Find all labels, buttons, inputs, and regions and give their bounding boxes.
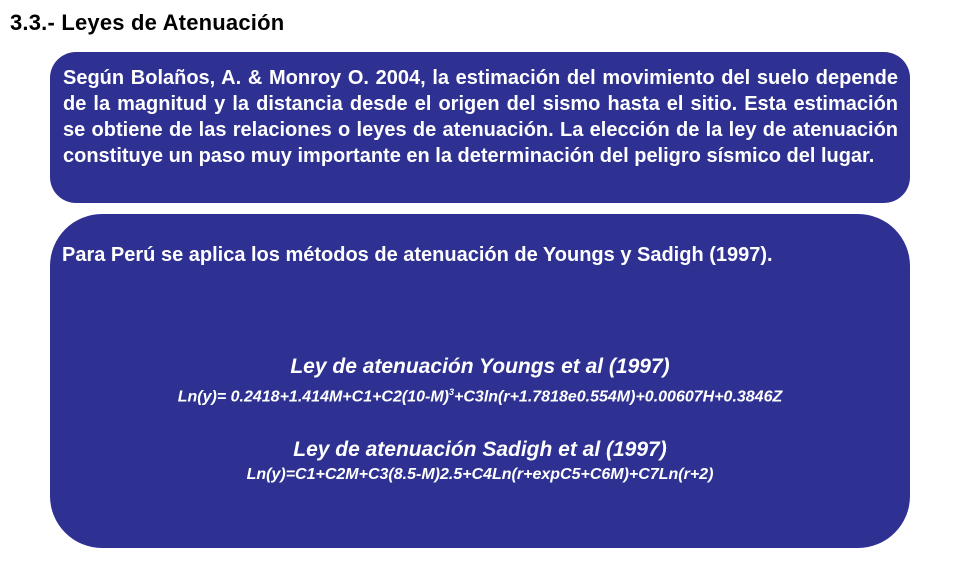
intro-paragraph: Según Bolaños, A. & Monroy O. 2004, la estimación del movimiento del suelo depende de la magnitud y la distancia desde el origen del sismo hasta el sitio. Esta estimación se obtiene de las relaciones o leyes de atenuación. La elección de la ley de atenuación constituye un paso muy importante en la determinación del peligro sísmico del lugar. — [63, 67, 898, 167]
youngs-law-formula — [50, 381, 910, 408]
youngs-law — [50, 353, 910, 408]
youngs-formula-part-1: Ln(y)= 0.2418+1.414M+C1+C2(10-M) — [177, 388, 449, 406]
sadigh-law-title: Ley de atenuación Sadigh et al (1997) — [293, 438, 667, 461]
slide-title: 3.3.- Leyes de Atenuación — [10, 10, 285, 35]
sadigh-law — [50, 436, 910, 486]
methods-panel — [50, 214, 910, 548]
sadigh-law-formula: Ln(y)=C1+C2M+C3(8.5-M)2.5+C4Ln(r+expC5+C6M)+C7Ln(r+2) — [246, 466, 714, 483]
methods-paragraph: Para Perú se aplica los métodos de atenuación de Youngs y Sadigh (1997). — [62, 244, 773, 266]
youngs-formula-exponent: 3 — [449, 387, 455, 397]
youngs-law-title: Ley de atenuación Youngs et al (1997) — [290, 355, 670, 378]
intro-panel — [50, 52, 910, 203]
youngs-formula-part-2: +C3ln(r+1.7818e0.554M)+0.00607H+0.3846Z — [454, 388, 783, 406]
